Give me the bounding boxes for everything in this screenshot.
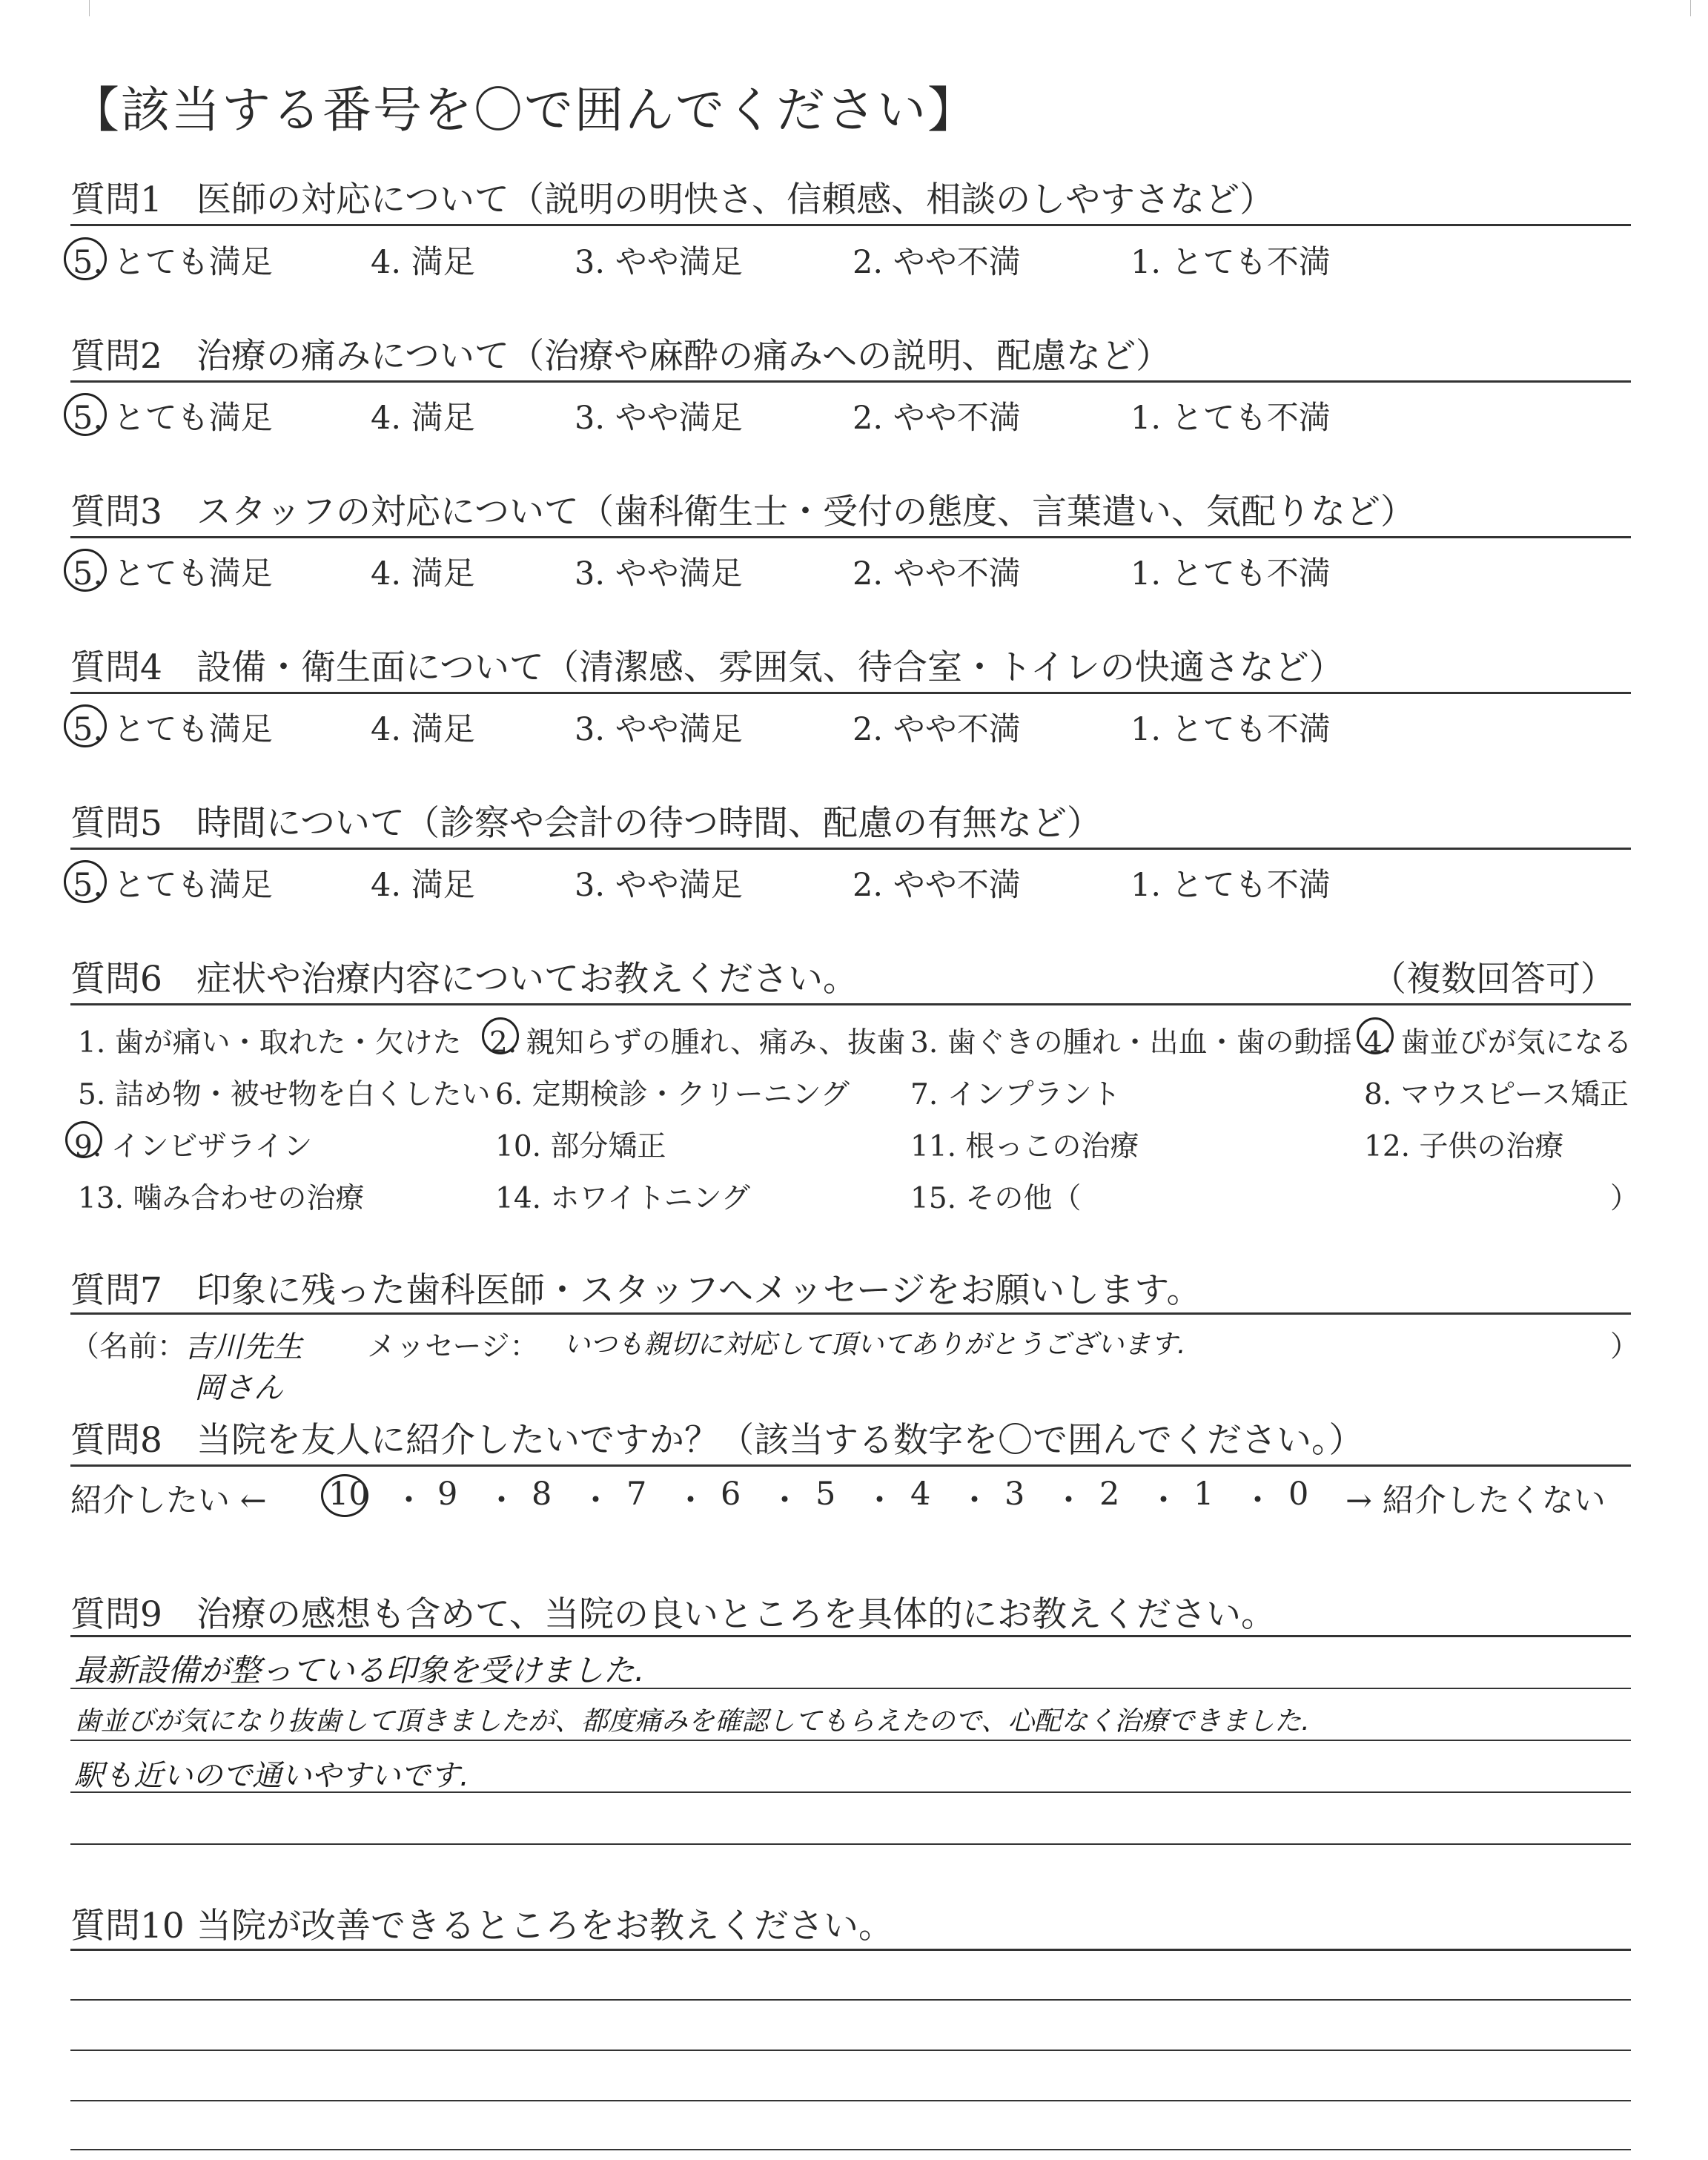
answer-line bbox=[70, 2050, 1631, 2051]
symptom-item-12[interactable]: 12. 子供の治療 bbox=[1364, 1130, 1564, 1163]
option-2[interactable]: 2. やや不満 bbox=[853, 711, 1021, 748]
question-9 bbox=[70, 1587, 1276, 1636]
question-text: 症状や治療内容についてお教えください。 bbox=[196, 959, 858, 1000]
question-4 bbox=[70, 640, 1344, 690]
symptom-item-15[interactable]: 15. その他（ bbox=[910, 1182, 1082, 1215]
scale-dot: ・ bbox=[1053, 1482, 1085, 1519]
option-1[interactable]: 1. とても不満 bbox=[1131, 400, 1331, 437]
question-2 bbox=[70, 328, 1171, 378]
answer-line bbox=[70, 1999, 1631, 2001]
option-4[interactable]: 4. 満足 bbox=[371, 400, 475, 437]
recommend-right-label: → 紹介したくない bbox=[1345, 1482, 1606, 1519]
divider bbox=[70, 1003, 1631, 1005]
answer-line bbox=[70, 1791, 1631, 1793]
question-number: 質問8 bbox=[70, 1420, 162, 1461]
handwritten-name-2: 岡さん bbox=[194, 1371, 283, 1405]
option-4[interactable]: 4. 満足 bbox=[371, 711, 475, 748]
option-2[interactable]: 2. やや不満 bbox=[853, 400, 1021, 437]
question-number: 質問3 bbox=[70, 492, 162, 532]
question-number: 質問1 bbox=[70, 179, 162, 220]
handwritten-answer-line-1: 最新設備が整っている印象を受けました. bbox=[74, 1652, 645, 1688]
option-4[interactable]: 4. 満足 bbox=[371, 244, 475, 281]
symptom-item-7[interactable]: 7. インプラント bbox=[910, 1078, 1121, 1112]
scale-dot: ・ bbox=[1148, 1482, 1179, 1519]
scale-0[interactable]: 0 bbox=[1288, 1476, 1309, 1513]
question-number: 質問10 bbox=[70, 1906, 185, 1946]
scan-edge-mark bbox=[1690, 0, 1691, 16]
scale-dot: ・ bbox=[486, 1482, 517, 1519]
question-text: 当院を友人に紹介したいですか？（該当する数字を〇で囲んでください。） bbox=[196, 1420, 1364, 1461]
symptom-item-10[interactable]: 10. 部分矯正 bbox=[495, 1130, 666, 1163]
option-1[interactable]: 1. とても不満 bbox=[1131, 711, 1331, 748]
divider bbox=[70, 1464, 1631, 1467]
option-5[interactable]: 5. とても満足 bbox=[73, 711, 273, 748]
answer-line bbox=[70, 1843, 1631, 1845]
symptom-item-5[interactable]: 5. 詰め物・被せ物を白くしたい bbox=[78, 1078, 491, 1112]
scan-edge-mark bbox=[89, 0, 90, 16]
message-label: メッセージ： bbox=[367, 1330, 539, 1364]
option-3[interactable]: 3. やや満足 bbox=[575, 244, 743, 281]
scale-3[interactable]: 3 bbox=[1004, 1476, 1025, 1513]
scale-dot: ・ bbox=[675, 1482, 706, 1519]
divider bbox=[70, 224, 1631, 226]
answer-line bbox=[70, 1740, 1631, 1741]
option-3[interactable]: 3. やや満足 bbox=[575, 555, 743, 592]
handwritten-name-1: 吉川先生 bbox=[184, 1330, 302, 1364]
option-1[interactable]: 1. とても不満 bbox=[1131, 867, 1331, 904]
scale-7[interactable]: 7 bbox=[626, 1476, 647, 1513]
option-5[interactable]: 5. とても満足 bbox=[73, 244, 273, 281]
option-1[interactable]: 1. とても不満 bbox=[1131, 555, 1331, 592]
symptom-item-8[interactable]: 8. マウスピース矯正 bbox=[1364, 1078, 1629, 1112]
symptom-item-1[interactable]: 1. 歯が痛い・取れた・欠けた bbox=[78, 1026, 462, 1060]
scale-dot: ・ bbox=[393, 1482, 425, 1519]
question-text: スタッフの対応について（歯科衛生士・受付の態度、言葉遣い、気配りなど） bbox=[196, 492, 1416, 532]
question-text: 当院が改善できるところをお教えください。 bbox=[196, 1906, 893, 1946]
question-10 bbox=[70, 1898, 893, 1948]
option-2[interactable]: 2. やや不満 bbox=[853, 555, 1021, 592]
scale-10[interactable]: 10 bbox=[328, 1476, 369, 1513]
option-5[interactable]: 5. とても満足 bbox=[73, 555, 273, 592]
option-5[interactable]: 5. とても満足 bbox=[73, 400, 273, 437]
recommend-left-label: 紹介したい ← bbox=[70, 1482, 267, 1519]
scale-4[interactable]: 4 bbox=[910, 1476, 931, 1513]
scale-6[interactable]: 6 bbox=[721, 1476, 741, 1513]
option-4[interactable]: 4. 満足 bbox=[371, 555, 475, 592]
divider bbox=[70, 380, 1631, 383]
question-3 bbox=[70, 484, 1415, 534]
symptom-item-6[interactable]: 6. 定期検診・クリーニング bbox=[495, 1078, 850, 1112]
divider bbox=[70, 1312, 1631, 1315]
question-text: 印象に残った歯科医師・スタッフへメッセージをお願いします。 bbox=[196, 1270, 1202, 1311]
question-number: 質問9 bbox=[70, 1594, 162, 1635]
scale-8[interactable]: 8 bbox=[532, 1476, 552, 1513]
option-2[interactable]: 2. やや不満 bbox=[853, 867, 1021, 904]
symptom-item-2[interactable]: 2. 親知らずの腫れ、痛み、抜歯 bbox=[489, 1026, 906, 1060]
symptom-item-11[interactable]: 11. 根っこの治療 bbox=[910, 1130, 1139, 1163]
scale-dot: ・ bbox=[1242, 1482, 1274, 1519]
question-1 bbox=[70, 172, 1274, 222]
question-5 bbox=[70, 796, 1102, 845]
multiple-answers-note: （複数回答可） bbox=[1371, 959, 1615, 1000]
scale-dot: ・ bbox=[769, 1482, 801, 1519]
divider bbox=[70, 1949, 1631, 1951]
question-6 bbox=[70, 951, 858, 1001]
option-3[interactable]: 3. やや満足 bbox=[575, 711, 743, 748]
symptom-item-4[interactable]: 4. 歯並びが気になる bbox=[1364, 1026, 1632, 1060]
scale-dot: ・ bbox=[580, 1482, 612, 1519]
divider bbox=[70, 848, 1631, 850]
question-text: 設備・衛生面について（清潔感、雰囲気、待合室・トイレの快適さなど） bbox=[196, 647, 1344, 688]
question-number: 質問6 bbox=[70, 959, 162, 1000]
question-text: 治療の感想も含めて、当院の良いところを具体的にお教えください。 bbox=[196, 1594, 1277, 1635]
name-label: （名前： bbox=[70, 1330, 187, 1364]
option-2[interactable]: 2. やや不満 bbox=[853, 244, 1021, 281]
scale-5[interactable]: 5 bbox=[815, 1476, 836, 1513]
scale-9[interactable]: 9 bbox=[437, 1476, 458, 1513]
handwritten-answer-line-3: 駅も近いので通いやすいです. bbox=[74, 1759, 469, 1793]
other-close-paren: ） bbox=[1610, 1182, 1640, 1215]
question-number: 質問7 bbox=[70, 1270, 162, 1311]
scale-2[interactable]: 2 bbox=[1099, 1476, 1120, 1513]
question-text: 医師の対応について（説明の明快さ、信頼感、相談のしやすさなど） bbox=[196, 179, 1275, 220]
scale-1[interactable]: 1 bbox=[1194, 1476, 1214, 1513]
option-3[interactable]: 3. やや満足 bbox=[575, 867, 743, 904]
symptom-item-3[interactable]: 3. 歯ぐきの腫れ・出血・歯の動揺 bbox=[910, 1026, 1352, 1060]
question-number: 質問4 bbox=[70, 647, 162, 688]
divider bbox=[70, 692, 1631, 694]
divider bbox=[70, 1635, 1631, 1637]
option-1[interactable]: 1. とても不満 bbox=[1131, 244, 1331, 281]
option-4[interactable]: 4. 満足 bbox=[371, 867, 475, 904]
symptom-item-9[interactable]: 9. インビザライン bbox=[74, 1130, 313, 1163]
question-8 bbox=[70, 1413, 1364, 1462]
question-number: 質問2 bbox=[70, 336, 162, 377]
instruction-header: 【該当する番号を〇で囲んでください】 bbox=[70, 82, 978, 139]
option-3[interactable]: 3. やや満足 bbox=[575, 400, 743, 437]
message-close-paren: ） bbox=[1610, 1330, 1640, 1364]
scale-dot: ・ bbox=[864, 1482, 896, 1519]
handwritten-answer-line-2: 歯並びが気になり抜歯して頂きましたが、都度痛みを確認してもらえたので、心配なく治療できました. bbox=[74, 1706, 1310, 1737]
symptom-item-14[interactable]: 14. ホワイトニング bbox=[495, 1182, 750, 1215]
answer-line bbox=[70, 2149, 1631, 2150]
question-text: 時間について（診察や会計の待つ時間、配慮の有無など） bbox=[196, 803, 1102, 844]
divider bbox=[70, 536, 1631, 538]
question-7 bbox=[70, 1263, 1201, 1312]
symptom-item-13[interactable]: 13. 噛み合わせの治療 bbox=[78, 1182, 365, 1215]
scale-dot: ・ bbox=[959, 1482, 990, 1519]
question-text: 治療の痛みについて（治療や麻酔の痛みへの説明、配慮など） bbox=[196, 336, 1171, 377]
answer-line bbox=[70, 1688, 1631, 1689]
handwritten-message: いつも親切に対応して頂いてありがとうございます. bbox=[563, 1330, 1186, 1360]
question-number: 質問5 bbox=[70, 803, 162, 844]
option-5[interactable]: 5. とても満足 bbox=[73, 867, 273, 904]
answer-line bbox=[70, 2100, 1631, 2101]
